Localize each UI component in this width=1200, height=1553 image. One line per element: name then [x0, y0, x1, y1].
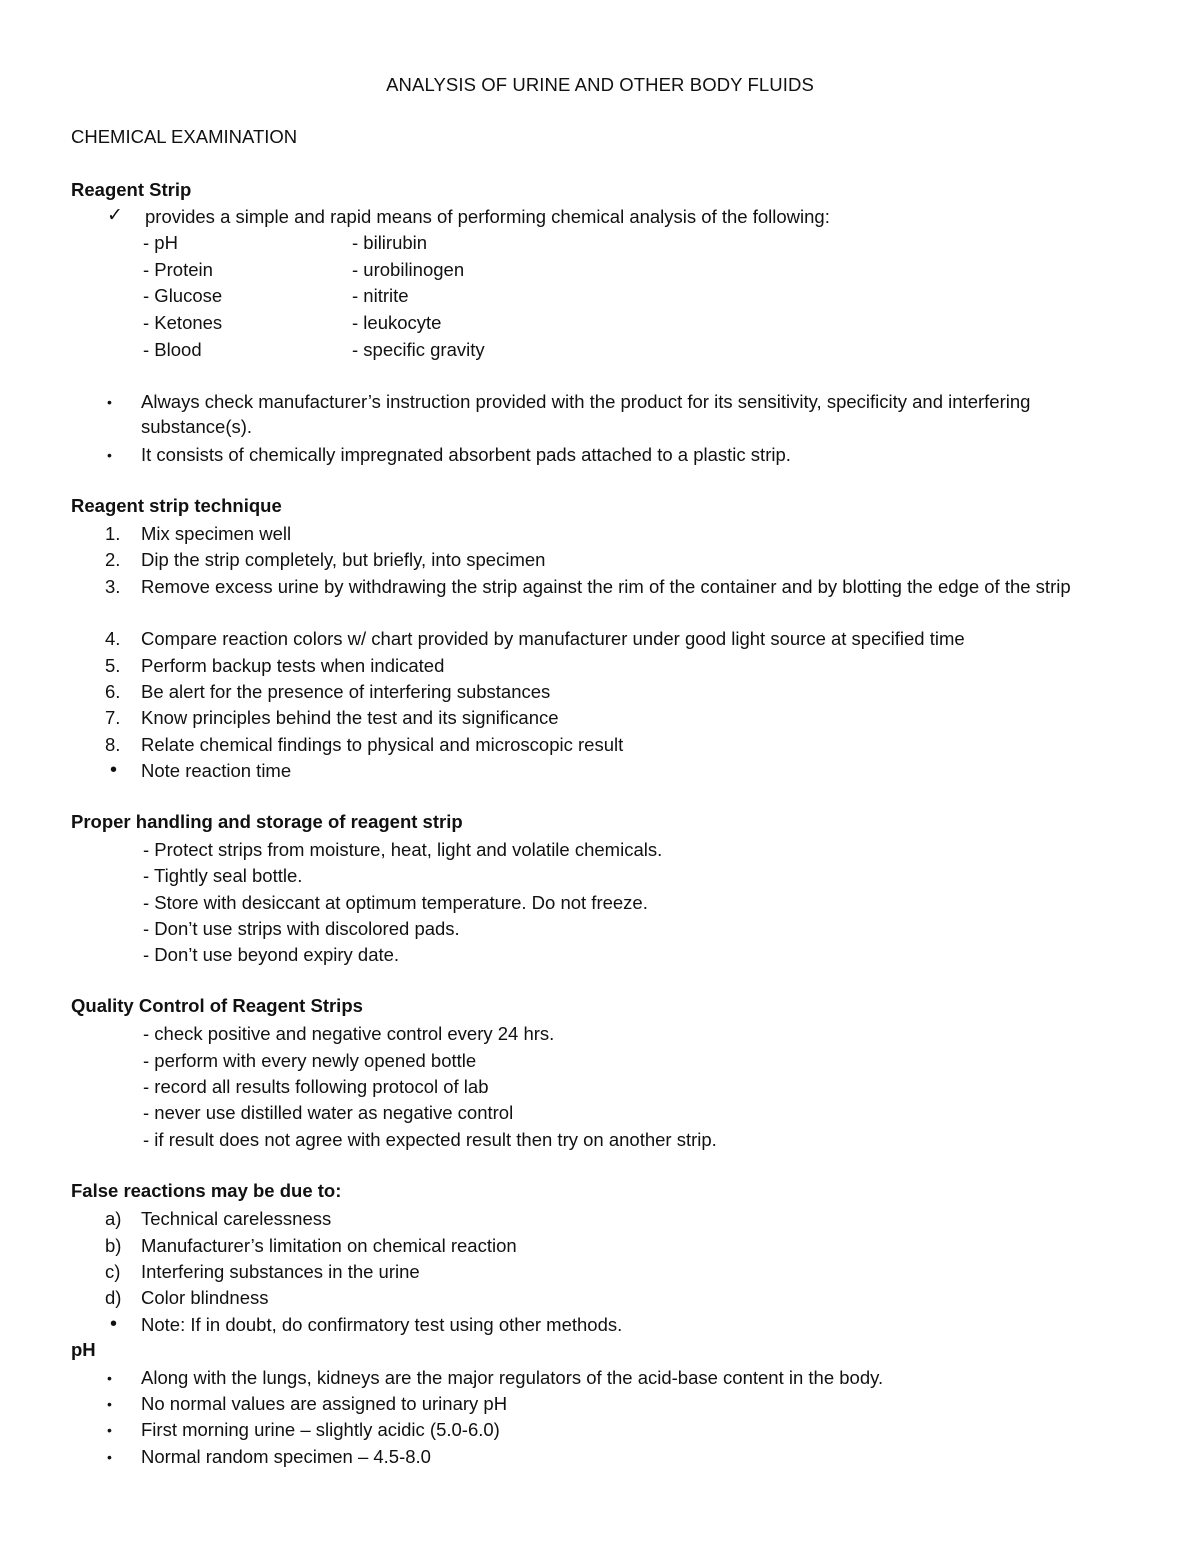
- bullet-icon: •: [107, 1370, 112, 1386]
- list-item: - never use distilled water as negative control: [143, 1102, 514, 1123]
- step-text: Mix specimen well: [141, 523, 292, 544]
- list-item: - Glucose: [143, 285, 223, 306]
- list-item: - Protein: [143, 259, 213, 280]
- list-item: - Don’t use strips with discolored pads.: [143, 918, 460, 939]
- list-item: - Tightly seal bottle.: [143, 865, 303, 886]
- step-number: 7.: [105, 707, 121, 728]
- item-text: Interfering substances in the urine: [141, 1261, 420, 1282]
- item-text: Technical carelessness: [141, 1208, 332, 1229]
- bullet-icon: •: [107, 447, 112, 463]
- section-title: CHEMICAL EXAMINATION: [71, 126, 298, 147]
- step-text: Know principles behind the test and its significance: [141, 707, 559, 728]
- bullet-icon: •: [107, 1449, 112, 1465]
- list-item: - check positive and negative control every 24 hrs.: [143, 1023, 555, 1044]
- check-item: provides a simple and rapid means of performing chemical analysis of the following:: [145, 206, 830, 227]
- heading-quality-control: Quality Control of Reagent Strips: [71, 995, 363, 1016]
- step-text: Remove excess urine by withdrawing the strip against the rim of the container and by blotting the edge of the strip: [141, 576, 1071, 597]
- heading-reagent-strip: Reagent Strip: [71, 179, 192, 200]
- item-letter: b): [105, 1235, 122, 1256]
- item-letter: d): [105, 1287, 122, 1308]
- list-item: - urobilinogen: [352, 259, 465, 280]
- checkmark-icon: ✓: [107, 205, 123, 226]
- bullet-item: First morning urine – slightly acidic (5.0-6.0): [141, 1419, 500, 1440]
- step-text: Dip the strip completely, but briefly, into specimen: [141, 549, 546, 570]
- list-item: - perform with every newly opened bottle: [143, 1050, 477, 1071]
- bullet-item: Normal random specimen – 4.5-8.0: [141, 1446, 431, 1467]
- heading-technique: Reagent strip technique: [71, 495, 282, 516]
- item-letter: c): [105, 1261, 121, 1282]
- step-number: 4.: [105, 628, 121, 649]
- document-title: ANALYSIS OF URINE AND OTHER BODY FLUIDS: [386, 74, 814, 95]
- list-item: - Ketones: [143, 312, 223, 333]
- bullet-icon: •: [107, 1422, 112, 1438]
- heading-ph: pH: [71, 1339, 96, 1360]
- bullet-icon: •: [107, 1396, 112, 1412]
- list-item: - record all results following protocol of lab: [143, 1076, 489, 1097]
- list-item: - pH: [143, 232, 178, 253]
- item-letter: a): [105, 1208, 122, 1229]
- item-text: Color blindness: [141, 1287, 269, 1308]
- bullet-icon: •: [110, 759, 118, 781]
- step-number: 6.: [105, 681, 121, 702]
- step-text: Be alert for the presence of interfering substances: [141, 681, 551, 702]
- list-item: - Don’t use beyond expiry date.: [143, 944, 400, 965]
- step-number: 5.: [105, 655, 121, 676]
- heading-false-reactions: False reactions may be due to:: [71, 1180, 342, 1201]
- item-text: Manufacturer’s limitation on chemical reaction: [141, 1235, 517, 1256]
- step-text: Compare reaction colors w/ chart provided by manufacturer under good light source at specified time: [141, 628, 965, 649]
- step-number: 8.: [105, 734, 121, 755]
- list-item: - bilirubin: [352, 232, 428, 253]
- list-item: - if result does not agree with expected result then try on another strip.: [143, 1129, 717, 1150]
- step-number: 1.: [105, 523, 121, 544]
- list-item: - Blood: [143, 339, 202, 360]
- step-number: 2.: [105, 549, 121, 570]
- heading-handling: Proper handling and storage of reagent strip: [71, 811, 463, 832]
- bullet-item: Always check manufacturer’s instruction provided with the product for its sensitivity, specificity and interfering substance(s).: [141, 391, 1031, 437]
- step-text: Perform backup tests when indicated: [141, 655, 445, 676]
- list-item: - leukocyte: [352, 312, 442, 333]
- list-item: - nitrite: [352, 285, 409, 306]
- step-text: Relate chemical findings to physical and microscopic result: [141, 734, 624, 755]
- bullet-item: Along with the lungs, kidneys are the major regulators of the acid-base content in the body.: [141, 1367, 884, 1388]
- step-number: 3.: [105, 576, 121, 597]
- bullet-icon: •: [110, 1313, 118, 1335]
- note-text: Note reaction time: [141, 760, 292, 781]
- bullet-item: It consists of chemically impregnated absorbent pads attached to a plastic strip.: [141, 444, 791, 465]
- list-item: - specific gravity: [352, 339, 485, 360]
- list-item: - Store with desiccant at optimum temperature. Do not freeze.: [143, 892, 648, 913]
- bullet-item: No normal values are assigned to urinary pH: [141, 1393, 508, 1414]
- bullet-icon: •: [107, 394, 112, 410]
- list-item: - Protect strips from moisture, heat, light and volatile chemicals.: [143, 839, 663, 860]
- note-text: Note: If in doubt, do confirmatory test using other methods.: [141, 1314, 623, 1335]
